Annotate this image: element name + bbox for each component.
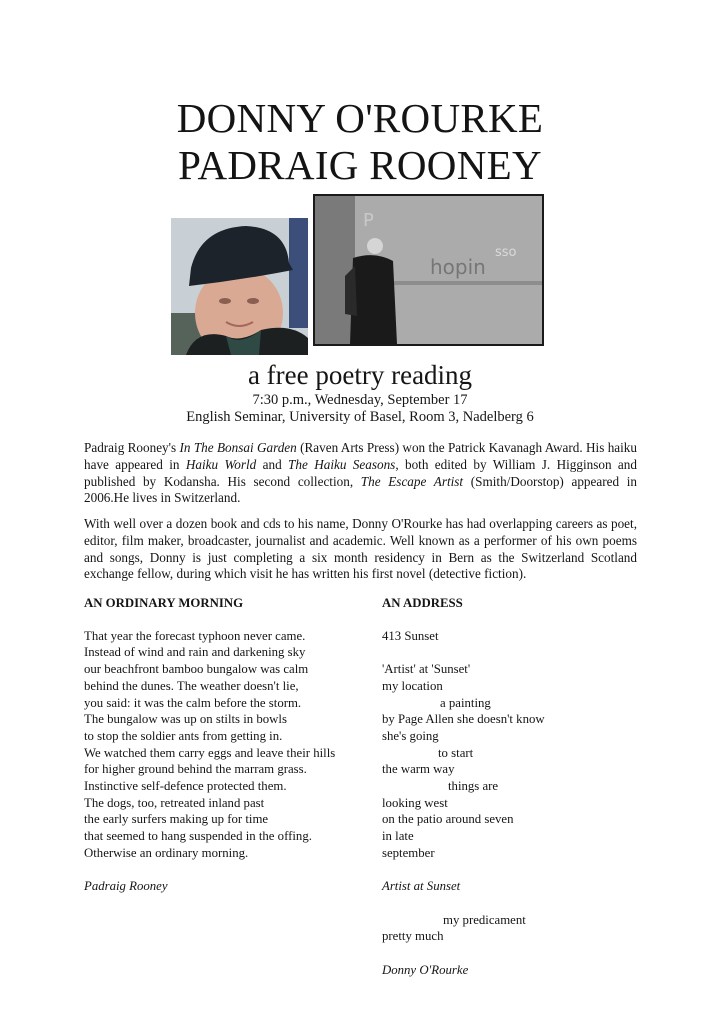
poem-line: my predicament: [443, 912, 526, 927]
poem-line: our beachfront bamboo bungalow was calm: [84, 662, 309, 677]
poem-line: The bungalow was up on stilts in bowls: [84, 712, 287, 727]
poem-subtitle: Artist at Sunset: [382, 879, 461, 894]
poem-line: the early surfers making up for time: [84, 812, 269, 827]
stanza-break: [382, 895, 612, 912]
poem-line: behind the dunes. The weather doesn't lie,: [84, 678, 299, 693]
book-title: The Escape Artist: [360, 473, 464, 489]
poem-line: a painting: [440, 695, 491, 710]
poem-line: things are: [448, 779, 499, 794]
event-subtitle: a free poetry reading: [247, 360, 473, 390]
poem-line: That year the forecast typhoon never came.: [84, 628, 306, 643]
svg-text:hopin: hopin: [430, 255, 486, 279]
stanza-break: [382, 862, 612, 879]
poem-line: she's going: [382, 728, 439, 743]
poem-line: the warm way: [382, 762, 455, 777]
bio-text: Padraig Rooney's: [84, 440, 180, 455]
bio-text: (Raven Arts Press) won the Patrick Kavanagh Award. His haiku have appeared in: [84, 440, 637, 472]
bio-text: (Smith/Doorstop) appeared in 2006.He lives in Switzerland.: [84, 473, 638, 506]
bio-text: , both edited by William J. Higginson and published by Kodansha. His second collection,: [84, 456, 637, 489]
poem-line: 'Artist' at 'Sunset': [382, 662, 471, 677]
poem-line: to stop the soldier ants from getting in.: [84, 728, 283, 743]
bio-text: and: [256, 456, 289, 472]
photo-padraig-rooney: [313, 194, 544, 346]
poem-line: on the patio around seven: [382, 812, 514, 827]
book-title: In The Bonsai Garden: [179, 440, 297, 455]
poem-line: my location: [382, 678, 443, 693]
poem-an-ordinary-morning: [84, 595, 364, 895]
poem-line: that seemed to hang suspended in the offing.: [84, 829, 312, 844]
poem-line: in late: [382, 829, 414, 844]
poem-line: Instinctive self-defence protected them.: [84, 779, 287, 794]
poem-author: Padraig Rooney: [84, 879, 168, 894]
portrait-image-right: [315, 196, 542, 344]
poem-an-address: [382, 595, 612, 978]
stanza-break: [382, 945, 612, 962]
poem-line: pretty much: [382, 929, 444, 944]
bio-donny-orourke: With well over a dozen book and cds to his name, Donny O'Rourke has had overlapping careers as poet, editor, film maker, broadcaster, journalist and academic. Well known as a performer of his own poems and songs, Donny is just completing a six month residency in Bern as the Switzerland Scotland exchange fellow, during which visit he has written his first novel (detective fiction).: [84, 516, 637, 582]
book-title: Haiku World: [185, 456, 257, 472]
portrait-image-left: [171, 218, 308, 355]
poem-line: you said: it was the calm before the storm.: [84, 695, 302, 710]
poem-author: Donny O'Rourke: [382, 962, 469, 977]
stanza-break: [84, 862, 364, 879]
poem-line: september: [382, 845, 435, 860]
poem-line: by Page Allen she doesn't know: [382, 712, 545, 727]
poem-line: to start: [438, 745, 474, 760]
book-title: The Haiku Seasons: [288, 456, 396, 472]
bio-padraig-rooney: [84, 440, 637, 507]
poem-line: Otherwise an ordinary morning.: [84, 845, 249, 860]
poem-line: looking west: [382, 795, 448, 810]
event-time: 7:30 p.m., Wednesday, September 17: [252, 392, 468, 408]
poem-line: 413 Sunset: [382, 628, 439, 643]
poem-title: AN ORDINARY MORNING: [84, 596, 244, 610]
svg-text:P: P: [363, 210, 374, 231]
poem-title: AN ADDRESS: [382, 596, 463, 610]
photo-donny-orourke: [171, 218, 308, 355]
title-donny-orourke: DONNY O'ROURKE: [176, 95, 544, 141]
title-padraig-rooney: PADRAIG ROONEY: [178, 142, 542, 188]
poem-line: Instead of wind and rain and darkening sky: [84, 645, 306, 660]
poem-line: The dogs, too, retreated inland past: [84, 795, 265, 810]
event-place: English Seminar, University of Basel, Room 3, Nadelberg 6: [186, 409, 534, 425]
poem-line: We watched them carry eggs and leave their hills: [84, 745, 336, 760]
poem-line: for higher ground behind the marram grass.: [84, 762, 307, 777]
svg-text:sso: sso: [495, 245, 517, 260]
stanza-break: [382, 644, 612, 661]
